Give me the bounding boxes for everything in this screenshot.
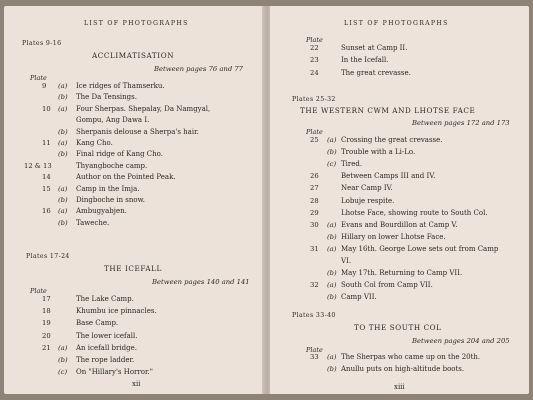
plate-sub-letter: (b): [58, 356, 68, 364]
plate-caption: The lower icefall.: [76, 331, 138, 340]
plates-range: Plates 33-40: [292, 312, 336, 319]
running-head: LIST OF PHOTOGRAPHS: [344, 20, 449, 27]
between-pages: Between pages 172 and 173: [412, 119, 510, 127]
plate-column-label: Plate: [306, 36, 323, 44]
plate-caption: An icefall bridge.: [76, 343, 137, 352]
section-title: ACCLIMATISATION: [92, 51, 175, 60]
plate-caption: Crossing the great crevasse.: [341, 136, 443, 144]
plate-number: 9: [42, 82, 47, 90]
plate-sub-letter: (c): [58, 368, 68, 377]
plate-caption: In the Icefall.: [341, 56, 389, 65]
plate-number: 16: [42, 207, 51, 216]
plate-number: 28: [310, 196, 319, 205]
plate-caption: Hillary on lower Lhotse Face.: [341, 232, 446, 241]
plate-caption: Thyangboche camp.: [76, 161, 148, 170]
plate-column-label: Plate: [306, 346, 323, 354]
plate-caption: Author on the Pointed Peak.: [76, 173, 176, 182]
plate-sub-letter: (b): [58, 218, 68, 227]
plate-number: 12 & 13: [24, 161, 52, 170]
plate-caption: Ambugyabjen.: [76, 207, 127, 216]
plate-number: 30: [310, 220, 319, 229]
plate-caption: Evans and Bourdillon at Camp V.: [341, 220, 458, 229]
plate-number: 18: [42, 307, 51, 316]
between-pages: Between pages 76 and 77: [154, 65, 243, 73]
plate-sub-letter: (a): [58, 207, 68, 216]
plate-caption: Sherpanis delouse a Sherpa's hair.: [76, 127, 199, 136]
plate-number: 15: [42, 184, 51, 193]
plate-caption: Final ridge of Kang Cho.: [76, 150, 163, 159]
plate-number: 33: [310, 353, 319, 361]
plates-range: Plates 9-16: [22, 40, 62, 47]
plate-caption: Taweche.: [76, 218, 110, 227]
plate-sub-letter: (b): [327, 232, 337, 241]
plate-number: 11: [42, 139, 51, 147]
plate-sub-letter: (b): [327, 365, 337, 373]
plate-sub-letter: (b): [327, 148, 337, 157]
plate-number: 25: [310, 136, 319, 144]
plate-caption: Dingboche in snow.: [76, 196, 146, 204]
plate-sub-letter: (a): [58, 82, 68, 90]
plate-sub-letter: (a): [327, 281, 337, 290]
plate-number: 23: [310, 56, 319, 65]
plate-caption: Sunset at Camp II.: [341, 44, 408, 52]
plate-column-label: Plate: [306, 128, 323, 136]
plate-number: 31: [310, 244, 319, 253]
plate-sub-letter: (a): [327, 244, 337, 253]
plate-caption: The great crevasse.: [341, 68, 411, 77]
plate-sub-letter: (b): [327, 293, 337, 302]
plate-number: 17: [42, 295, 51, 303]
plate-caption: Near Camp IV.: [341, 184, 393, 193]
plate-caption: Tired.: [341, 160, 363, 169]
plate-caption: Lobuje respite.: [341, 196, 395, 205]
plate-number: 14: [42, 173, 51, 182]
plate-number: 20: [42, 331, 51, 340]
plates-range: Plates 17-24: [26, 253, 70, 260]
running-head: LIST OF PHOTOGRAPHS: [84, 20, 189, 27]
plate-number: 19: [42, 319, 51, 328]
plate-caption: Gompu, Ang Dawa I.: [76, 116, 150, 125]
plate-number: 24: [310, 68, 319, 77]
plate-caption: Anullu puts on high-altitude boots.: [341, 365, 465, 373]
plate-column-label: Plate: [30, 74, 47, 82]
plate-sub-letter: (b): [327, 269, 337, 278]
plate-number: 21: [42, 343, 51, 352]
plate-caption: Ice ridges of Thamserku.: [76, 82, 165, 90]
right-page: [270, 6, 529, 394]
plate-sub-letter: (a): [327, 220, 337, 229]
plates-range: Plates 25-32: [292, 96, 336, 103]
between-pages: Between pages 204 and 205: [412, 337, 510, 345]
plate-sub-letter: (a): [327, 353, 337, 361]
plate-sub-letter: (a): [58, 104, 68, 113]
plate-number: 27: [310, 184, 319, 193]
plate-number: 29: [310, 208, 319, 217]
plate-caption: The rope ladder.: [76, 356, 135, 364]
plate-number: 22: [310, 44, 319, 52]
plate-caption: Khumbu ice pinnacles.: [76, 307, 157, 316]
plate-caption: May 16th. George Lowe sets out from Camp: [341, 244, 499, 253]
between-pages: Between pages 140 and 141: [152, 278, 250, 286]
plate-caption: The Lake Camp.: [76, 295, 134, 303]
plate-sub-letter: (b): [58, 150, 68, 159]
plate-caption: Kang Cho.: [76, 139, 113, 147]
plate-caption: Camp in the Imja.: [76, 184, 140, 193]
plate-number: 32: [310, 281, 319, 290]
plate-caption: The Da Tensings.: [76, 93, 137, 102]
plate-sub-letter: (a): [58, 139, 68, 147]
plate-sub-letter: (c): [327, 160, 337, 169]
plate-caption: Trouble with a Li-Lo.: [341, 148, 416, 157]
plate-caption: South Col from Camp VII.: [341, 281, 433, 290]
plate-caption: The Sherpas who came up on the 20th.: [341, 353, 481, 361]
plate-sub-letter: (a): [58, 184, 68, 193]
page-number: xii: [132, 380, 141, 388]
plate-number: 26: [310, 172, 319, 181]
plate-caption: Between Camps III and IV.: [341, 172, 436, 181]
left-page: [4, 6, 264, 394]
plate-caption: Camp VII.: [341, 293, 377, 302]
plate-sub-letter: (b): [58, 127, 68, 136]
page-number: xiii: [394, 383, 405, 391]
section-title: THE ICEFALL: [104, 264, 162, 273]
plate-caption: On "Hillary's Horror.": [76, 368, 153, 377]
plate-caption: VI.: [341, 257, 352, 265]
plate-sub-letter: (a): [58, 343, 68, 352]
plate-sub-letter: (b): [58, 196, 68, 204]
plate-caption: Lhotse Face, showing route to South Col.: [341, 208, 488, 217]
plate-caption: Four Sherpas. Shepalay, Da Namgyal,: [76, 104, 211, 113]
plate-caption: May 17th. Returning to Camp VII.: [341, 269, 463, 278]
plate-sub-letter: (b): [58, 93, 68, 102]
section-title: THE WESTERN CWM AND LHOTSE FACE: [300, 106, 476, 115]
plate-column-label: Plate: [30, 287, 47, 295]
plate-number: 10: [42, 104, 51, 113]
plate-sub-letter: (a): [327, 136, 337, 144]
plate-caption: Base Camp.: [76, 319, 119, 328]
section-title: TO THE SOUTH COL: [354, 323, 442, 332]
